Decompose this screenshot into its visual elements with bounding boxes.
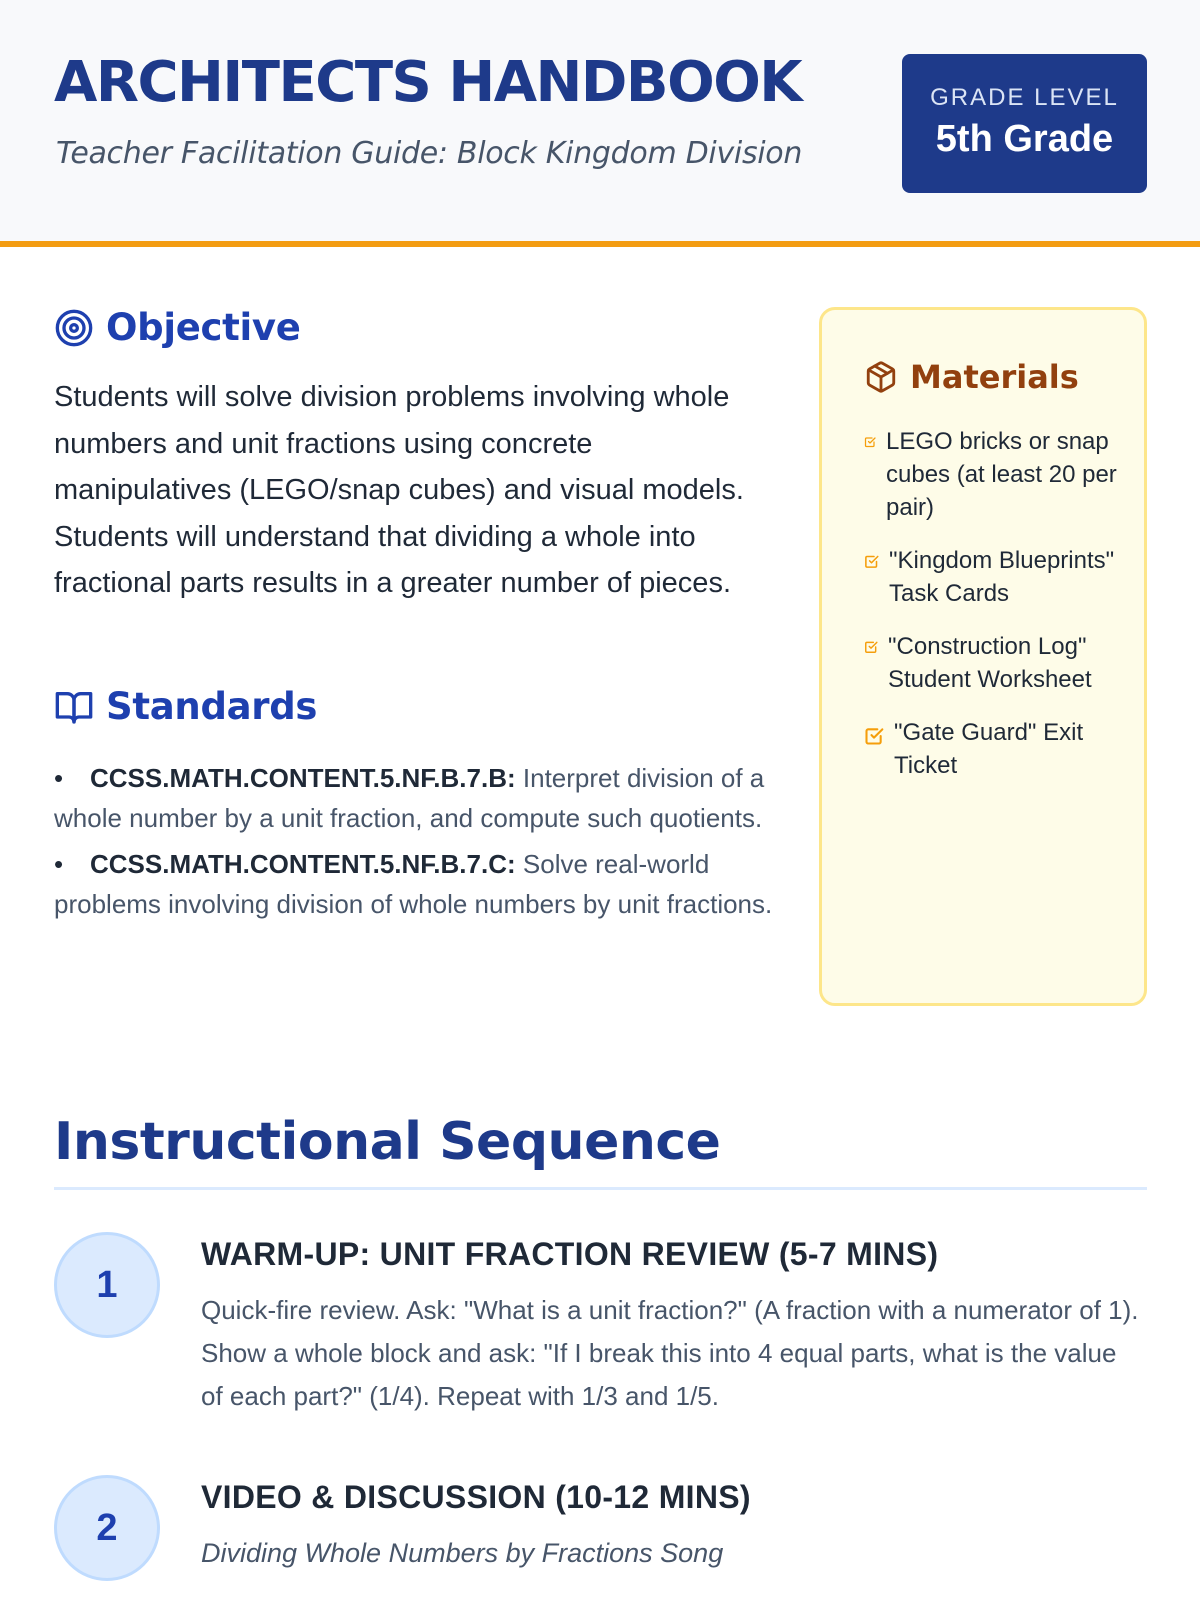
standard-description: Solve real-world problems involving division of whole numbers by unit fractions. bbox=[54, 849, 773, 919]
package-icon bbox=[864, 360, 898, 394]
material-text: "Kingdom Blueprints" Task Cards bbox=[889, 547, 1115, 607]
document-title: ARCHITECTS HANDBOOK bbox=[54, 50, 802, 115]
step-description: Quick-fire review. Ask: "What is a unit fraction?" (A fraction with a numerator of 1). Show a whole block and ask: "If I break this into 4 equal parts, what is the value of each part?" (1/4). Repeat with 1/3 and 1/5. bbox=[201, 1295, 1139, 1411]
standards-list bbox=[54, 758, 774, 930]
document-header bbox=[0, 0, 1200, 247]
standard-item: • CCSS.MATH.CONTENT.5.NF.B.7.C: Solve real-world problems involving division of whole numbers by unit fractions. bbox=[54, 849, 773, 919]
objective-heading-text: Objective bbox=[106, 306, 301, 349]
material-text: LEGO bricks or snap cubes (at least 20 per pair) bbox=[886, 428, 1117, 521]
checkbox-icon bbox=[864, 435, 876, 453]
section-divider bbox=[54, 1187, 1147, 1190]
standard-code: CCSS.MATH.CONTENT.5.NF.B.7.C: bbox=[90, 849, 516, 879]
material-item bbox=[864, 425, 1124, 524]
standards-heading-text: Standards bbox=[106, 685, 318, 728]
sequence-step bbox=[54, 1475, 1147, 1595]
step-title: WARM-UP: UNIT FRACTION REVIEW (5-7 MINS) bbox=[201, 1236, 939, 1272]
checkbox-icon bbox=[864, 726, 884, 751]
grade-level-value: 5th Grade bbox=[935, 118, 1114, 160]
material-text: "Construction Log" Student Worksheet bbox=[888, 633, 1092, 693]
standards-heading bbox=[54, 685, 317, 728]
grade-level-badge bbox=[902, 54, 1147, 193]
standard-description: Interpret division of a whole number by a unit fraction, and compute such quotients. bbox=[54, 763, 765, 833]
objective-text: Students will solve division problems involving whole numbers and unit fractions using concrete manipulatives (LEGO/snap cubes) and visual models. Students will understand that dividing a whole into fractional parts results in a greater number of pieces. bbox=[54, 381, 744, 599]
step-title: VIDEO & DISCUSSION (10-12 MINS) bbox=[201, 1479, 751, 1515]
document-subtitle: Teacher Facilitation Guide: Block Kingdom Division bbox=[56, 136, 803, 171]
material-item bbox=[864, 716, 1124, 782]
instructional-sequence-title: Instructional Sequence bbox=[54, 1112, 721, 1172]
materials-heading bbox=[864, 358, 1079, 396]
grade-level-label: GRADE LEVEL bbox=[930, 84, 1119, 111]
sequence-step bbox=[54, 1232, 1147, 1432]
standard-code: CCSS.MATH.CONTENT.5.NF.B.7.B: bbox=[90, 763, 516, 793]
materials-list bbox=[864, 425, 1124, 802]
checkbox-icon bbox=[864, 554, 879, 574]
objective-heading bbox=[54, 306, 301, 349]
materials-card bbox=[819, 307, 1147, 1006]
step-number-badge: 1 bbox=[54, 1232, 160, 1338]
material-item bbox=[864, 544, 1124, 610]
material-item bbox=[864, 630, 1124, 696]
standard-item: • CCSS.MATH.CONTENT.5.NF.B.7.B: Interpret division of a whole number by a unit fraction, and compute such quotients. bbox=[54, 763, 765, 833]
step-video-title: Dividing Whole Numbers by Fractions Song bbox=[201, 1538, 724, 1568]
step-number-badge: 2 bbox=[54, 1475, 160, 1581]
materials-heading-text: Materials bbox=[910, 358, 1079, 396]
book-open-icon bbox=[54, 687, 94, 727]
material-text: "Gate Guard" Exit Ticket bbox=[894, 719, 1084, 779]
target-icon bbox=[54, 308, 94, 348]
checkbox-icon bbox=[864, 640, 878, 659]
